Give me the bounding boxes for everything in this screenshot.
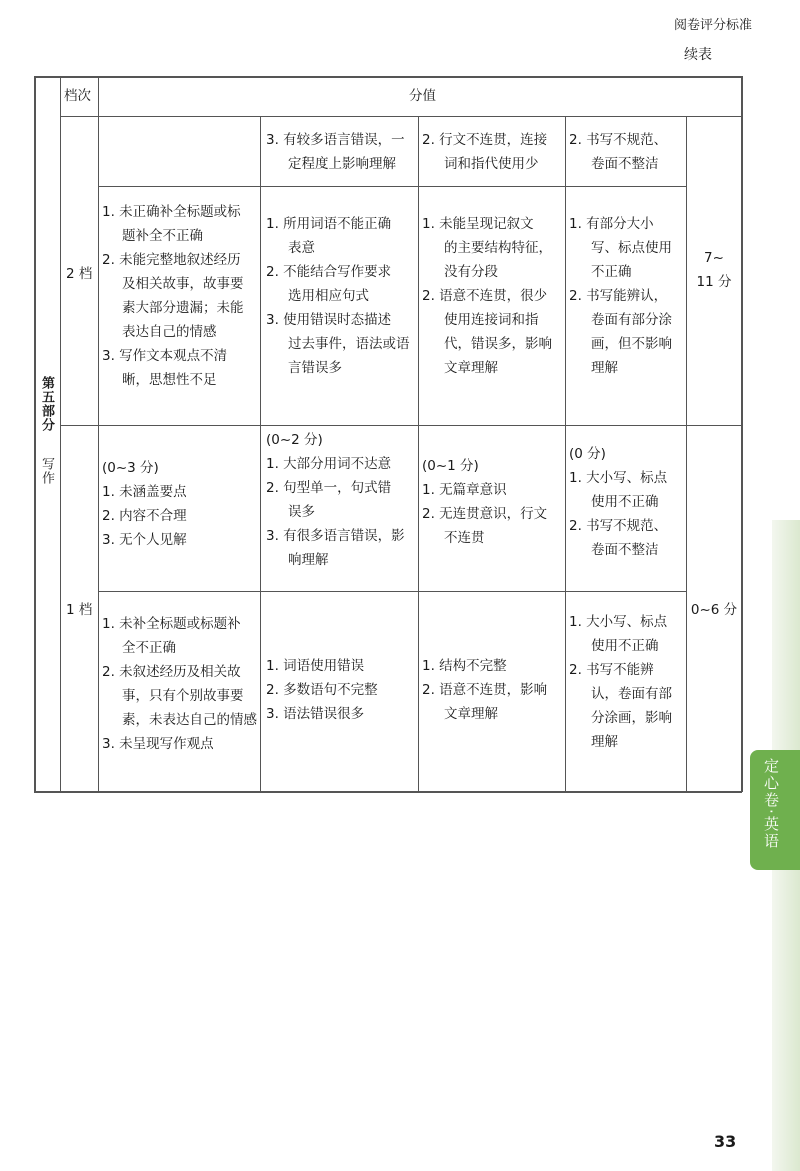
level-2-col3: 1. 未能呈现记叙文 的主要结构特征， 没有分段 2. 语意不连贯，很少 使用连接词和指 代，错误多，影响 文章理解: [422, 216, 552, 376]
level-1-a-col1: (0~3 分) 1. 未涵盖要点 2. 内容不合理 3. 无个人见解: [102, 460, 187, 548]
header-title: 阅卷评分标准: [673, 18, 752, 33]
level-1-b-col2: 1. 词语使用错误 2. 多数语句不完整 3. 语法错误很多: [266, 658, 378, 722]
header-subtitle: 续表: [684, 47, 712, 63]
row0-col2: 3. 有较多语言错误，一 定程度上影响理解: [266, 132, 405, 172]
scoring-table: [34, 76, 742, 792]
level-1-b-col1: 1. 未补全标题或标题补 全不正确 2. 未叙述经历及相关故 事，只有个别故事要 素，未表达自己的情感 3. 未呈现写作观点: [102, 616, 257, 752]
level-header: 档次: [64, 88, 91, 104]
level-2-col1: 1. 未正确补全标题或标 题补全不正确 2. 未能完整地叙述经历 及相关故事，故事要 素大部分遗漏；未能 表达自己的情感 3. 写作文本观点不清 晰，思想性不足: [102, 204, 244, 388]
level-2-label: 2 档: [66, 266, 93, 282]
page-number: 33: [714, 1132, 737, 1151]
level-1-a-col4: (0 分) 1. 大小写、标点 使用不正确 2. 书写不规范、 卷面不整洁: [569, 446, 668, 558]
level-1-b-col4: 1. 大小写、标点 使用不正确 2. 书写不能辨 认，卷面有部 分涂画，影响 理解: [569, 614, 672, 750]
level-2-col4: 1. 有部分大小 写、标点使用 不正确 2. 书写能辨认， 卷面有部分涂 画，但不影响 理解: [569, 216, 672, 376]
level-2-score: 7~ 11 分: [696, 250, 732, 290]
row0-col4: 2. 书写不规范、 卷面不整洁: [569, 132, 668, 172]
level-1-a-col2: (0~2 分) 1. 大部分用词不达意 2. 句型单一，句式错 误多 3. 有很多语言错误，影 响理解: [266, 432, 405, 568]
section-label: 第五部分 写作: [39, 376, 54, 486]
level-1-a-col3: (0~1 分) 1. 无篇章意识 2. 无连贯意识，行文 不连贯: [422, 458, 548, 546]
level-1-label: 1 档: [66, 602, 93, 618]
level-2-col2: 1. 所用词语不能正确 表意 2. 不能结合写作要求 选用相应句式 3. 使用错误时态描述 过去事件，语法或语 言错误多: [266, 216, 410, 376]
side-tab-label: 定心卷·英语: [762, 758, 780, 850]
level-1-b-col3: 1. 结构不完整 2. 语意不连贯，影响 文章理解: [422, 658, 548, 722]
score-header: 分值: [409, 88, 436, 104]
row0-col3: 2. 行文不连贯，连接 词和指代使用少: [422, 132, 548, 172]
level-1-score: 0~6 分: [690, 602, 738, 618]
